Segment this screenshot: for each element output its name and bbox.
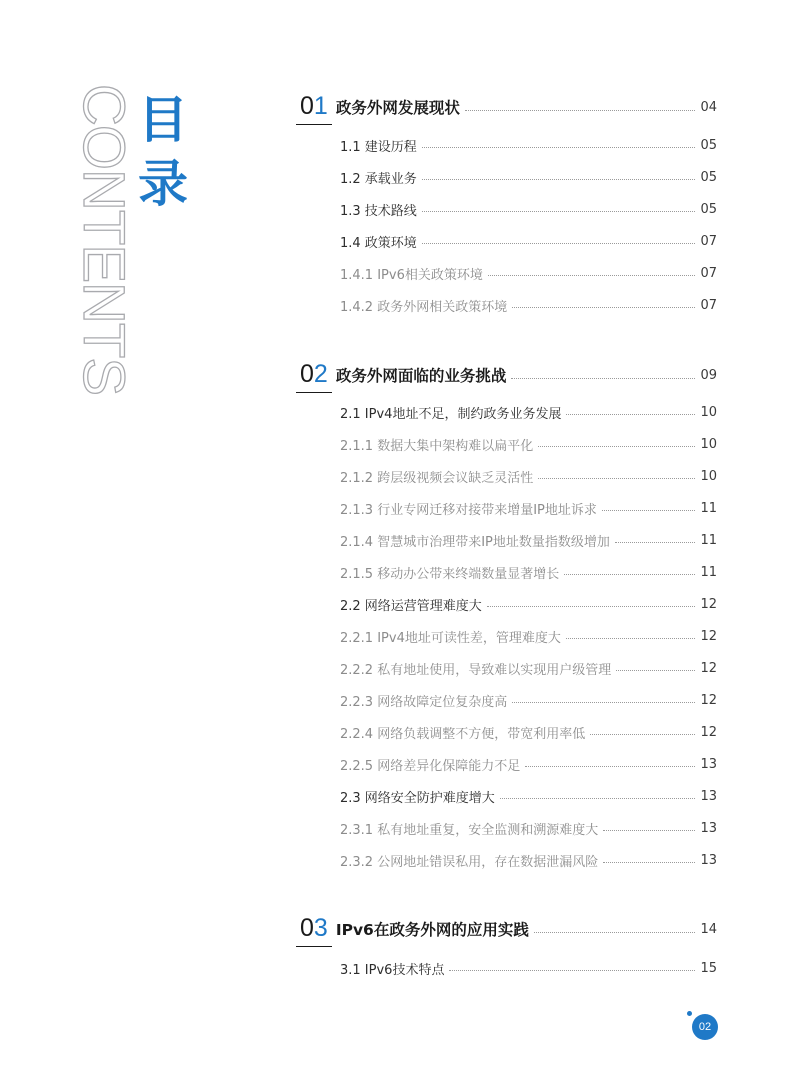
toc-entry[interactable] <box>340 625 717 647</box>
leader-dots <box>616 669 695 671</box>
page-number: 13 <box>700 788 717 804</box>
leader-dots <box>422 178 695 180</box>
page-number: 13 <box>700 852 717 868</box>
entry-label: 1.2 承载业务 <box>340 171 417 187</box>
page-number: 15 <box>700 960 717 976</box>
toc-entry[interactable] <box>340 957 717 979</box>
entry-label: 2.1.2 跨层级视频会议缺乏灵活性 <box>340 470 534 486</box>
leader-dots <box>488 274 695 276</box>
chapter-title: IPv6在政务外网的应用实践 <box>335 921 529 939</box>
toc-entry[interactable] <box>340 294 717 316</box>
toc-heading-char-1: 目 <box>138 91 188 149</box>
entry-label: 3.1 IPv6技术特点 <box>340 962 445 978</box>
page-number: 12 <box>700 724 717 740</box>
entry-label: 1.1 建设历程 <box>340 139 417 155</box>
toc-entry[interactable] <box>340 561 717 583</box>
toc-entry[interactable] <box>340 433 717 455</box>
page-number: 12 <box>700 660 717 676</box>
entry-label: 2.1.3 行业专网迁移对接带来增量IP地址诉求 <box>340 502 597 518</box>
entry-label: 2.1 IPv4地址不足，制约政务业务发展 <box>340 406 562 422</box>
page-number: 09 <box>700 367 717 383</box>
leader-dots <box>603 829 695 831</box>
page-number: 07 <box>700 233 717 249</box>
leader-dots <box>566 413 695 415</box>
leader-dots <box>449 969 695 971</box>
page-number: 12 <box>700 628 717 644</box>
leader-dots <box>602 509 695 511</box>
chapter-02[interactable] <box>296 360 717 390</box>
toc-entry[interactable] <box>340 817 717 839</box>
chapter-title: 政务外网面临的业务挑战 <box>335 367 507 385</box>
page-number: 13 <box>700 756 717 772</box>
chapter-title: 政务外网发展现状 <box>335 99 460 117</box>
entry-label: 2.2.2 私有地址使用，导致难以实现用户级管理 <box>340 662 612 678</box>
page-number: 13 <box>700 820 717 836</box>
toc-entry[interactable] <box>340 785 717 807</box>
toc-entry[interactable] <box>340 465 717 487</box>
toc-entry[interactable] <box>340 166 717 188</box>
leader-dots <box>603 861 695 863</box>
leader-dots <box>500 797 695 799</box>
leader-dots <box>422 242 695 244</box>
chapter-number: 02 <box>296 360 332 391</box>
page-number: 07 <box>700 265 717 281</box>
page-number: 11 <box>700 500 717 516</box>
leader-dots <box>512 701 695 703</box>
chapter-number: 03 <box>296 914 332 945</box>
entry-label: 1.4.1 IPv6相关政策环境 <box>340 267 483 283</box>
toc-entry[interactable] <box>340 753 717 775</box>
entry-label: 2.1.1 数据大集中架构难以扁平化 <box>340 438 534 454</box>
entry-label: 2.2.5 网络差异化保障能力不足 <box>340 758 521 774</box>
leader-dots <box>422 210 695 212</box>
entry-label: 1.4.2 政务外网相关政策环境 <box>340 299 508 315</box>
entry-label: 2.2.1 IPv4地址可读性差，管理难度大 <box>340 630 561 646</box>
chapter-01[interactable] <box>296 92 717 122</box>
page-number: 07 <box>700 297 717 313</box>
chapter-03[interactable] <box>296 914 717 944</box>
toc-entry[interactable] <box>340 529 717 551</box>
toc-entry[interactable] <box>340 134 717 156</box>
toc-entry[interactable] <box>340 721 717 743</box>
page-number: 14 <box>700 921 717 937</box>
leader-dots <box>512 306 695 308</box>
page-number: 10 <box>700 436 717 452</box>
page-number: 10 <box>700 468 717 484</box>
leader-dots <box>538 477 695 479</box>
entry-label: 2.1.4 智慧城市治理带来IP地址数量指数级增加 <box>340 534 610 550</box>
toc-entry[interactable] <box>340 401 717 423</box>
leader-dots <box>534 931 695 933</box>
page-number-text: 02 <box>698 1021 712 1033</box>
page-badge-dot <box>687 1011 692 1016</box>
page-number: 11 <box>700 532 717 548</box>
entry-label: 1.4 政策环境 <box>340 235 417 251</box>
chapter-number: 01 <box>296 92 332 123</box>
contents-text: CONTENTS <box>71 84 136 395</box>
page-number: 11 <box>700 564 717 580</box>
leader-dots <box>566 637 695 639</box>
toc-entry[interactable] <box>340 198 717 220</box>
page-number: 12 <box>700 692 717 708</box>
leader-dots <box>487 605 695 607</box>
leader-dots <box>564 573 695 575</box>
toc-heading-char-2: 录 <box>138 155 188 213</box>
leader-dots <box>465 109 695 111</box>
entry-label: 1.3 技术路线 <box>340 203 417 219</box>
leader-dots <box>615 541 695 543</box>
entry-label: 2.3.2 公网地址错误私用，存在数据泄漏风险 <box>340 854 599 870</box>
leader-dots <box>525 765 695 767</box>
leader-dots <box>590 733 695 735</box>
toc-entry[interactable] <box>340 230 717 252</box>
page-number-badge <box>692 1014 718 1040</box>
entry-label: 2.3 网络安全防护难度增大 <box>340 790 495 806</box>
toc-entry[interactable] <box>340 593 717 615</box>
entry-label: 2.3.1 私有地址重复，安全监测和溯源难度大 <box>340 822 599 838</box>
entry-label: 2.2.4 网络负载调整不方便，带宽利用率低 <box>340 726 586 742</box>
leader-dots <box>538 445 695 447</box>
page-number: 04 <box>700 99 717 115</box>
toc-entry[interactable] <box>340 262 717 284</box>
leader-dots <box>511 377 695 379</box>
entry-label: 2.2.3 网络故障定位复杂度高 <box>340 694 508 710</box>
toc-entry[interactable] <box>340 689 717 711</box>
toc-entry[interactable] <box>340 497 717 519</box>
toc-entry[interactable] <box>340 849 717 871</box>
page-number: 05 <box>700 137 717 153</box>
entry-label: 2.2 网络运营管理难度大 <box>340 598 482 614</box>
toc-entry[interactable] <box>340 657 717 679</box>
page-number: 05 <box>700 201 717 217</box>
page-number: 12 <box>700 596 717 612</box>
page-number: 05 <box>700 169 717 185</box>
leader-dots <box>422 146 695 148</box>
entry-label: 2.1.5 移动办公带来终端数量显著增长 <box>340 566 560 582</box>
page-number: 10 <box>700 404 717 420</box>
